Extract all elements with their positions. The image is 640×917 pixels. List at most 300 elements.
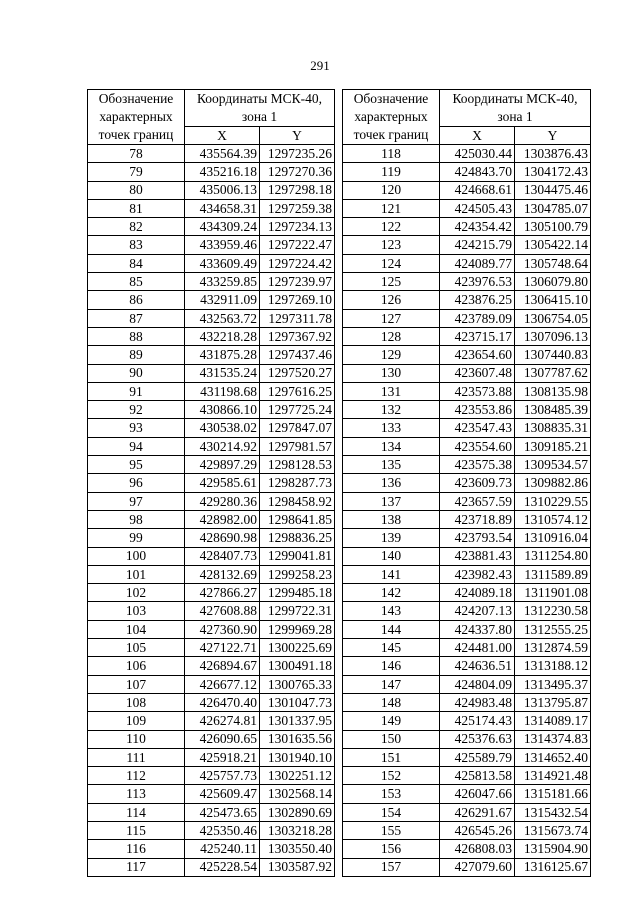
header-col-y: Y (260, 127, 335, 145)
x-coordinate-cell: 424983.48 (440, 693, 515, 711)
point-number-cell: 152 (343, 767, 440, 785)
point-number-cell: 133 (343, 419, 440, 437)
x-coordinate-cell: 427079.60 (440, 858, 515, 876)
x-coordinate-cell: 426291.67 (440, 803, 515, 821)
point-number-cell: 142 (343, 584, 440, 602)
y-coordinate-cell: 1308485.39 (515, 401, 591, 419)
table-row (343, 840, 591, 858)
y-coordinate-cell: 1305100.79 (515, 218, 591, 236)
x-coordinate-cell: 424337.80 (440, 620, 515, 638)
point-number-cell: 101 (88, 565, 185, 583)
header-group-line: Координаты МСК-40, (452, 91, 578, 106)
table-row (88, 145, 335, 163)
y-coordinate-cell: 1297847.07 (260, 419, 335, 437)
point-number-cell: 148 (343, 693, 440, 711)
point-number-cell: 136 (343, 474, 440, 492)
y-coordinate-cell: 1301635.56 (260, 730, 335, 748)
y-coordinate-cell: 1303876.43 (515, 145, 591, 163)
point-number-cell: 103 (88, 602, 185, 620)
coordinates-table-left (87, 89, 335, 877)
point-number-cell: 139 (343, 529, 440, 547)
y-coordinate-cell: 1299969.28 (260, 620, 335, 638)
y-coordinate-cell: 1309882.86 (515, 474, 591, 492)
page-number: 291 (310, 58, 330, 73)
y-coordinate-cell: 1301337.95 (260, 712, 335, 730)
table-row (88, 364, 335, 382)
x-coordinate-cell: 425030.44 (440, 145, 515, 163)
y-coordinate-cell: 1310916.04 (515, 529, 591, 547)
x-coordinate-cell: 425813.58 (440, 767, 515, 785)
y-coordinate-cell: 1298287.73 (260, 474, 335, 492)
y-coordinate-cell: 1305422.14 (515, 236, 591, 254)
y-coordinate-cell: 1302568.14 (260, 785, 335, 803)
table-row (343, 639, 591, 657)
point-number-cell: 97 (88, 492, 185, 510)
x-coordinate-cell: 426894.67 (185, 657, 260, 675)
table-row (88, 529, 335, 547)
table-row (88, 748, 335, 766)
point-number-cell: 79 (88, 163, 185, 181)
point-number-cell: 128 (343, 327, 440, 345)
point-number-cell: 104 (88, 620, 185, 638)
table-row (88, 767, 335, 785)
x-coordinate-cell: 435006.13 (185, 181, 260, 199)
point-number-cell: 118 (343, 145, 440, 163)
point-number-cell: 100 (88, 547, 185, 565)
y-coordinate-cell: 1308835.31 (515, 419, 591, 437)
table-row (343, 346, 591, 364)
x-coordinate-cell: 424636.51 (440, 657, 515, 675)
point-number-cell: 135 (343, 456, 440, 474)
y-coordinate-cell: 1299041.81 (260, 547, 335, 565)
point-number-cell: 157 (343, 858, 440, 876)
x-coordinate-cell: 423573.88 (440, 382, 515, 400)
y-coordinate-cell: 1312555.25 (515, 620, 591, 638)
point-number-cell: 140 (343, 547, 440, 565)
header-designation-line: Обозначение (353, 91, 429, 106)
point-number-cell: 87 (88, 309, 185, 327)
y-coordinate-cell: 1299258.23 (260, 565, 335, 583)
y-coordinate-cell: 1297367.92 (260, 327, 335, 345)
table-row (88, 639, 335, 657)
table-row (343, 163, 591, 181)
table-row (343, 565, 591, 583)
y-coordinate-cell: 1311589.89 (515, 565, 591, 583)
x-coordinate-cell: 428407.73 (185, 547, 260, 565)
point-number-cell: 155 (343, 821, 440, 839)
y-coordinate-cell: 1313188.12 (515, 657, 591, 675)
x-coordinate-cell: 425174.43 (440, 712, 515, 730)
table-row (343, 620, 591, 638)
x-coordinate-cell: 423554.60 (440, 437, 515, 455)
point-number-cell: 146 (343, 657, 440, 675)
x-coordinate-cell: 425350.46 (185, 821, 260, 839)
point-number-cell: 95 (88, 456, 185, 474)
y-coordinate-cell: 1297235.26 (260, 145, 335, 163)
y-coordinate-cell: 1297725.24 (260, 401, 335, 419)
x-coordinate-cell: 429280.36 (185, 492, 260, 510)
table-row (88, 821, 335, 839)
point-number-cell: 122 (343, 218, 440, 236)
point-number-cell: 151 (343, 748, 440, 766)
table-row (343, 803, 591, 821)
header-col-x: X (440, 127, 515, 145)
table-row (343, 858, 591, 876)
header-designation (343, 90, 440, 145)
point-number-cell: 116 (88, 840, 185, 858)
y-coordinate-cell: 1299485.18 (260, 584, 335, 602)
point-number-cell: 126 (343, 291, 440, 309)
table-row (343, 657, 591, 675)
y-coordinate-cell: 1309185.21 (515, 437, 591, 455)
table-row (343, 401, 591, 419)
table-row (343, 767, 591, 785)
point-number-cell: 108 (88, 693, 185, 711)
point-number-cell: 145 (343, 639, 440, 657)
table-row (88, 309, 335, 327)
point-number-cell: 138 (343, 510, 440, 528)
point-number-cell: 92 (88, 401, 185, 419)
x-coordinate-cell: 432563.72 (185, 309, 260, 327)
y-coordinate-cell: 1314652.40 (515, 748, 591, 766)
table-row (343, 492, 591, 510)
header-col-y: Y (515, 127, 591, 145)
x-coordinate-cell: 432911.09 (185, 291, 260, 309)
point-number-cell: 107 (88, 675, 185, 693)
table-row (343, 273, 591, 291)
x-coordinate-cell: 423718.89 (440, 510, 515, 528)
x-coordinate-cell: 426677.12 (185, 675, 260, 693)
x-coordinate-cell: 435564.39 (185, 145, 260, 163)
table-row (343, 218, 591, 236)
x-coordinate-cell: 425376.63 (440, 730, 515, 748)
table-row (88, 218, 335, 236)
x-coordinate-cell: 426047.66 (440, 785, 515, 803)
table-row (343, 364, 591, 382)
point-number-cell: 132 (343, 401, 440, 419)
header-designation-line: характерных (99, 109, 173, 124)
x-coordinate-cell: 430214.92 (185, 437, 260, 455)
header-group-line: зона 1 (497, 109, 533, 124)
x-coordinate-cell: 430538.02 (185, 419, 260, 437)
table-row (88, 401, 335, 419)
x-coordinate-cell: 425757.73 (185, 767, 260, 785)
table-row (343, 510, 591, 528)
x-coordinate-cell: 435216.18 (185, 163, 260, 181)
point-number-cell: 89 (88, 346, 185, 364)
x-coordinate-cell: 431875.28 (185, 346, 260, 364)
header-group-line: зона 1 (241, 109, 278, 124)
y-coordinate-cell: 1304475.46 (515, 181, 591, 199)
x-coordinate-cell: 426090.65 (185, 730, 260, 748)
y-coordinate-cell: 1297224.42 (260, 254, 335, 272)
header-designation-line: точек границ (98, 127, 174, 142)
table-row (88, 273, 335, 291)
x-coordinate-cell: 425473.65 (185, 803, 260, 821)
y-coordinate-cell: 1297222.47 (260, 236, 335, 254)
point-number-cell: 119 (343, 163, 440, 181)
point-number-cell: 154 (343, 803, 440, 821)
point-number-cell: 109 (88, 712, 185, 730)
table-row (343, 199, 591, 217)
point-number-cell: 82 (88, 218, 185, 236)
x-coordinate-cell: 424354.42 (440, 218, 515, 236)
y-coordinate-cell: 1313795.87 (515, 693, 591, 711)
x-coordinate-cell: 431535.24 (185, 364, 260, 382)
point-number-cell: 134 (343, 437, 440, 455)
y-coordinate-cell: 1311254.80 (515, 547, 591, 565)
y-coordinate-cell: 1297616.25 (260, 382, 335, 400)
y-coordinate-cell: 1315181.66 (515, 785, 591, 803)
table-row (88, 785, 335, 803)
x-coordinate-cell: 429897.29 (185, 456, 260, 474)
x-coordinate-cell: 424089.18 (440, 584, 515, 602)
y-coordinate-cell: 1313495.37 (515, 675, 591, 693)
table-row (343, 529, 591, 547)
y-coordinate-cell: 1297298.18 (260, 181, 335, 199)
y-coordinate-cell: 1297270.36 (260, 163, 335, 181)
y-coordinate-cell: 1315904.90 (515, 840, 591, 858)
y-coordinate-cell: 1310574.12 (515, 510, 591, 528)
table-row (343, 712, 591, 730)
table-row (88, 712, 335, 730)
point-number-cell: 149 (343, 712, 440, 730)
x-coordinate-cell: 424207.13 (440, 602, 515, 620)
table-row (88, 254, 335, 272)
x-coordinate-cell: 427866.27 (185, 584, 260, 602)
y-coordinate-cell: 1298128.53 (260, 456, 335, 474)
header-designation-line: Обозначение (98, 91, 174, 106)
point-number-cell: 120 (343, 181, 440, 199)
point-number-cell: 113 (88, 785, 185, 803)
x-coordinate-cell: 425918.21 (185, 748, 260, 766)
point-number-cell: 84 (88, 254, 185, 272)
table-row (343, 584, 591, 602)
table-row (343, 437, 591, 455)
x-coordinate-cell: 423654.60 (440, 346, 515, 364)
table-row (88, 840, 335, 858)
table-row (88, 474, 335, 492)
y-coordinate-cell: 1297437.46 (260, 346, 335, 364)
y-coordinate-cell: 1297269.10 (260, 291, 335, 309)
table-row (343, 602, 591, 620)
y-coordinate-cell: 1303218.28 (260, 821, 335, 839)
table-row (88, 620, 335, 638)
x-coordinate-cell: 432218.28 (185, 327, 260, 345)
x-coordinate-cell: 423547.43 (440, 419, 515, 437)
x-coordinate-cell: 423575.38 (440, 456, 515, 474)
y-coordinate-cell: 1303550.40 (260, 840, 335, 858)
y-coordinate-cell: 1305748.64 (515, 254, 591, 272)
table-row (88, 437, 335, 455)
point-number-cell: 112 (88, 767, 185, 785)
x-coordinate-cell: 423976.53 (440, 273, 515, 291)
table-row (88, 456, 335, 474)
point-number-cell: 111 (88, 748, 185, 766)
x-coordinate-cell: 427360.90 (185, 620, 260, 638)
table-row (343, 456, 591, 474)
table-row (88, 602, 335, 620)
y-coordinate-cell: 1309534.57 (515, 456, 591, 474)
y-coordinate-cell: 1299722.31 (260, 602, 335, 620)
point-number-cell: 124 (343, 254, 440, 272)
point-number-cell: 121 (343, 199, 440, 217)
coordinates-table-right (342, 89, 591, 877)
table-row (343, 291, 591, 309)
x-coordinate-cell: 424089.77 (440, 254, 515, 272)
y-coordinate-cell: 1297311.78 (260, 309, 335, 327)
y-coordinate-cell: 1315673.74 (515, 821, 591, 839)
point-number-cell: 86 (88, 291, 185, 309)
x-coordinate-cell: 426274.81 (185, 712, 260, 730)
point-number-cell: 85 (88, 273, 185, 291)
table-row (88, 510, 335, 528)
point-number-cell: 99 (88, 529, 185, 547)
y-coordinate-cell: 1304785.07 (515, 199, 591, 217)
table-row (88, 236, 335, 254)
table-row (343, 327, 591, 345)
table-row (343, 821, 591, 839)
point-number-cell: 93 (88, 419, 185, 437)
header-designation-line: характерных (354, 109, 428, 124)
point-number-cell: 83 (88, 236, 185, 254)
y-coordinate-cell: 1298641.85 (260, 510, 335, 528)
x-coordinate-cell: 423793.54 (440, 529, 515, 547)
point-number-cell: 110 (88, 730, 185, 748)
x-coordinate-cell: 434658.31 (185, 199, 260, 217)
table-body (343, 145, 591, 877)
table-row (88, 163, 335, 181)
header-coordinate-system (185, 90, 335, 127)
table-row (343, 181, 591, 199)
table-row (343, 145, 591, 163)
table-row (88, 291, 335, 309)
x-coordinate-cell: 426470.40 (185, 693, 260, 711)
y-coordinate-cell: 1316125.67 (515, 858, 591, 876)
point-number-cell: 147 (343, 675, 440, 693)
point-number-cell: 90 (88, 364, 185, 382)
x-coordinate-cell: 424804.09 (440, 675, 515, 693)
y-coordinate-cell: 1312874.59 (515, 639, 591, 657)
x-coordinate-cell: 425228.54 (185, 858, 260, 876)
point-number-cell: 81 (88, 199, 185, 217)
point-number-cell: 94 (88, 437, 185, 455)
x-coordinate-cell: 427122.71 (185, 639, 260, 657)
table-row (343, 675, 591, 693)
y-coordinate-cell: 1311901.08 (515, 584, 591, 602)
y-coordinate-cell: 1298836.25 (260, 529, 335, 547)
table-row (343, 693, 591, 711)
y-coordinate-cell: 1301047.73 (260, 693, 335, 711)
point-number-cell: 141 (343, 565, 440, 583)
y-coordinate-cell: 1297239.97 (260, 273, 335, 291)
y-coordinate-cell: 1306754.05 (515, 309, 591, 327)
y-coordinate-cell: 1312230.58 (515, 602, 591, 620)
point-number-cell: 88 (88, 327, 185, 345)
point-number-cell: 80 (88, 181, 185, 199)
point-number-cell: 106 (88, 657, 185, 675)
point-number-cell: 117 (88, 858, 185, 876)
point-number-cell: 96 (88, 474, 185, 492)
table-row (88, 327, 335, 345)
y-coordinate-cell: 1314921.48 (515, 767, 591, 785)
point-number-cell: 137 (343, 492, 440, 510)
y-coordinate-cell: 1310229.55 (515, 492, 591, 510)
x-coordinate-cell: 423789.09 (440, 309, 515, 327)
x-coordinate-cell: 427608.88 (185, 602, 260, 620)
table-row (88, 382, 335, 400)
table-row (88, 675, 335, 693)
x-coordinate-cell: 434309.24 (185, 218, 260, 236)
x-coordinate-cell: 423553.86 (440, 401, 515, 419)
y-coordinate-cell: 1314089.17 (515, 712, 591, 730)
table-row (343, 748, 591, 766)
x-coordinate-cell: 423715.17 (440, 327, 515, 345)
x-coordinate-cell: 423876.25 (440, 291, 515, 309)
y-coordinate-cell: 1300765.33 (260, 675, 335, 693)
point-number-cell: 127 (343, 309, 440, 327)
x-coordinate-cell: 423657.59 (440, 492, 515, 510)
x-coordinate-cell: 430866.10 (185, 401, 260, 419)
y-coordinate-cell: 1308135.98 (515, 382, 591, 400)
table-row (343, 254, 591, 272)
table-row (343, 785, 591, 803)
y-coordinate-cell: 1301940.10 (260, 748, 335, 766)
header-designation-line: точек границ (353, 127, 429, 142)
y-coordinate-cell: 1302890.69 (260, 803, 335, 821)
header-col-x: X (185, 127, 260, 145)
table-row (88, 346, 335, 364)
table-row (88, 565, 335, 583)
y-coordinate-cell: 1300225.69 (260, 639, 335, 657)
y-coordinate-cell: 1300491.18 (260, 657, 335, 675)
point-number-cell: 150 (343, 730, 440, 748)
point-number-cell: 115 (88, 821, 185, 839)
table-row (88, 547, 335, 565)
y-coordinate-cell: 1303587.92 (260, 858, 335, 876)
table-row (343, 474, 591, 492)
x-coordinate-cell: 423881.43 (440, 547, 515, 565)
table-row (343, 382, 591, 400)
table-row (88, 199, 335, 217)
point-number-cell: 144 (343, 620, 440, 638)
x-coordinate-cell: 428132.69 (185, 565, 260, 583)
table-row (343, 547, 591, 565)
y-coordinate-cell: 1307440.83 (515, 346, 591, 364)
x-coordinate-cell: 424481.00 (440, 639, 515, 657)
point-number-cell: 153 (343, 785, 440, 803)
x-coordinate-cell: 423607.48 (440, 364, 515, 382)
x-coordinate-cell: 423609.73 (440, 474, 515, 492)
table-row (88, 584, 335, 602)
table-body (88, 145, 335, 877)
table-row (88, 730, 335, 748)
point-number-cell: 129 (343, 346, 440, 364)
x-coordinate-cell: 424843.70 (440, 163, 515, 181)
x-coordinate-cell: 424505.43 (440, 199, 515, 217)
y-coordinate-cell: 1297981.57 (260, 437, 335, 455)
point-number-cell: 125 (343, 273, 440, 291)
point-number-cell: 102 (88, 584, 185, 602)
y-coordinate-cell: 1307787.62 (515, 364, 591, 382)
point-number-cell: 114 (88, 803, 185, 821)
x-coordinate-cell: 424215.79 (440, 236, 515, 254)
x-coordinate-cell: 433959.46 (185, 236, 260, 254)
x-coordinate-cell: 433609.49 (185, 254, 260, 272)
table-row (88, 803, 335, 821)
table-row (88, 858, 335, 876)
header-coordinate-system (440, 90, 591, 127)
